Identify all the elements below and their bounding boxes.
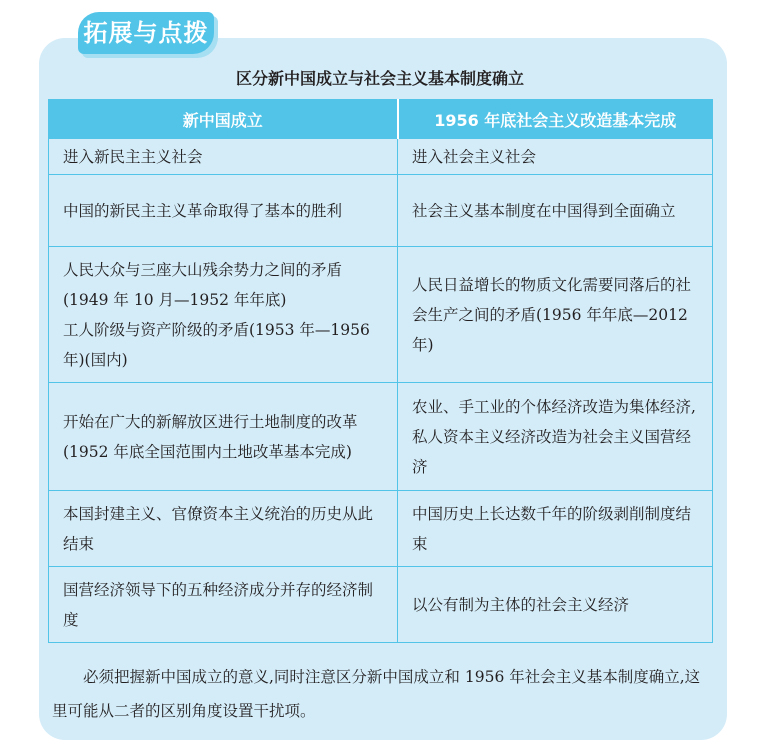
table-cell-right <box>398 139 713 175</box>
table-cell-right <box>398 567 713 643</box>
column-header-1956: 1956 年底社会主义改造基本完成 <box>398 100 713 139</box>
cell-text: 人民日益增长的物质文化需要同落后的社会生产之间的矛盾(1956 年年底—2012 年) <box>412 275 692 354</box>
cell-text: 开始在广大的新解放区进行土地制度的改革(1952 年底全国范围内土地改革基本完成) <box>63 412 358 461</box>
cell-text: 进入社会主义社会 <box>412 147 537 166</box>
cell-text: 以公有制为主体的社会主义经济 <box>412 595 630 614</box>
table-cell-left <box>49 175 398 247</box>
cell-text: 国营经济领导下的五种经济成分并存的经济制度 <box>63 580 374 629</box>
table-row <box>49 383 713 491</box>
column-header-founding: 新中国成立 <box>49 100 398 139</box>
table-cell-left <box>49 139 398 175</box>
table-cell-left <box>49 491 398 567</box>
cell-text: 人民大众与三座大山残余势力之间的矛盾(1949 年 10 月—1952 年年底) <box>63 260 343 309</box>
comparison-table <box>48 99 713 643</box>
table-row <box>49 175 713 247</box>
note-paragraph: 必须把握新中国成立的意义,同时注意区分新中国成立和 1956 年社会主义基本制度确立,这里可能从二者的区别角度设置干扰项。 <box>52 668 701 720</box>
table-title: 区分新中国成立与社会主义基本制度确立 <box>235 69 524 88</box>
cell-text: 本国封建主义、官僚资本主义统治的历史从此结束 <box>63 504 374 553</box>
cell-text: 中国的新民主主义革命取得了基本的胜利 <box>63 201 343 220</box>
table-cell-left <box>49 247 398 383</box>
table-cell-right <box>398 383 713 491</box>
cell-text: 进入新民主主义社会 <box>63 147 203 166</box>
table-header-row <box>49 100 713 139</box>
table-cell-right <box>398 175 713 247</box>
section-badge: 拓展与点拨 <box>78 12 214 54</box>
table-row <box>49 247 713 383</box>
table-cell-left <box>49 567 398 643</box>
table-row <box>49 567 713 643</box>
table-cell-left <box>49 383 398 491</box>
cell-text: 社会主义基本制度在中国得到全面确立 <box>412 201 676 220</box>
cell-text: 中国历史上长达数千年的阶级剥削制度结束 <box>412 504 692 553</box>
table-cell-right <box>398 247 713 383</box>
table-row <box>49 491 713 567</box>
cell-text: 工人阶级与资产阶级的矛盾(1953 年—1956 年)(国内) <box>63 320 370 369</box>
table-row <box>49 139 713 175</box>
cell-text: 农业、手工业的个体经济改造为集体经济,私人资本主义经济改造为社会主义国营经济 <box>412 397 696 476</box>
table-cell-right <box>398 491 713 567</box>
